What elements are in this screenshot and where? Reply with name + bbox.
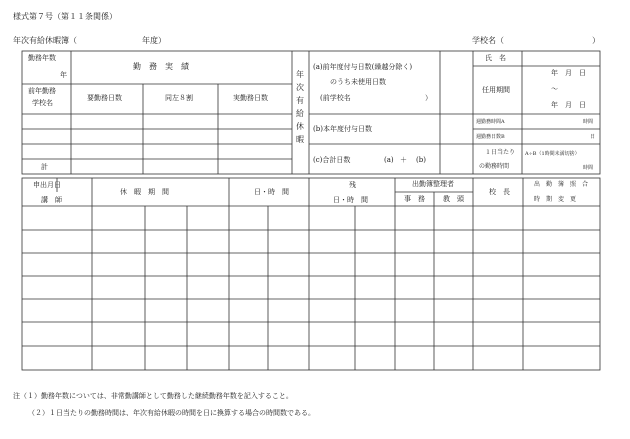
period-year-2: 年 月 日 — [551, 101, 586, 109]
note-1: 注（１）勤務年数については、非常勤講師として勤務した継続勤務年数を記入すること。 — [13, 392, 293, 400]
office-header: 事 務 — [404, 195, 425, 203]
prev-school-label-2: 学校名 — [32, 99, 53, 107]
name-label: 氏 名 — [485, 54, 506, 62]
formula: A÷B（1時間未満切捨） — [525, 151, 580, 157]
a-line-1: (a)前年度付与日数(繰越分除く) — [313, 63, 413, 71]
attendance-check-header-1: 出 勤 簿 照 合 — [534, 181, 589, 188]
c-line-4: (b) — [416, 156, 426, 164]
title-prefix: 年次有給休暇簿（ — [13, 36, 77, 45]
period-label: 任用期間 — [482, 86, 510, 94]
day-time-header: 日・時 間 — [254, 188, 289, 196]
attendance-officer-header: 出勤簿整理者 — [412, 180, 454, 188]
work-hours-a: 週勤務時間A — [476, 119, 505, 125]
a-line-3-left: (前学校名 — [320, 94, 351, 102]
c-line-2: (a) — [384, 156, 394, 164]
eighty-label: 同左８割 — [165, 94, 193, 102]
a-line-2: のうち未使用日数 — [330, 78, 386, 86]
annual-leave-vertical: 年次有給休暇 — [296, 70, 304, 144]
work-days-b-unit: 日 — [590, 134, 596, 140]
leave-period-header: 休 暇 期 間 — [120, 188, 169, 196]
daily-2: の勤務時間 — [479, 163, 510, 170]
c-line-3: ＋ — [400, 156, 407, 164]
days-label: 要勤務日数 — [87, 94, 122, 102]
work-hours-a-unit: 時間 — [583, 119, 594, 125]
form-number: 様式第７号（第１１条関係） — [13, 12, 117, 21]
prev-school-label-1: 前年勤務 — [28, 87, 56, 95]
note-2: （２）１日当たりの勤務時間は、年次有給休暇の時間を日に換算する場合の時間数である。 — [28, 409, 315, 417]
formula-unit: 時間 — [583, 165, 594, 171]
remaining-header-1: 残 — [349, 181, 356, 189]
actual-label: 実勤務日数 — [233, 94, 268, 102]
title-suffix: 年度） — [142, 36, 166, 45]
attendance-check-header-2: 時 期 変 更 — [534, 196, 577, 203]
record-label: 勤 務 実 績 — [133, 62, 189, 71]
head-teacher-header: 教 頭 — [443, 195, 464, 203]
a-line-3-right: ） — [425, 94, 432, 102]
school-suffix: ） — [592, 36, 600, 45]
period-tilde: ～ — [551, 85, 558, 93]
school-prefix: 学校名（ — [472, 36, 504, 45]
period-year-1: 年 月 日 — [551, 69, 586, 77]
work-days-b: 週勤務日数B — [476, 134, 505, 140]
teacher-header: 講 師 — [41, 196, 62, 204]
years-unit: 年 — [60, 71, 67, 79]
c-line-1: (c)合計日数 — [313, 156, 351, 164]
daily-1: １日当たり — [485, 149, 516, 156]
principal-header: 校 長 — [489, 188, 510, 196]
request-date-header: 申出月日 — [33, 181, 61, 189]
total-label: 計 — [41, 163, 48, 171]
b-line: (b)本年度付与日数 — [313, 125, 372, 133]
years-label: 勤務年数 — [28, 54, 56, 62]
remaining-header-2: 日・時 間 — [333, 196, 368, 204]
